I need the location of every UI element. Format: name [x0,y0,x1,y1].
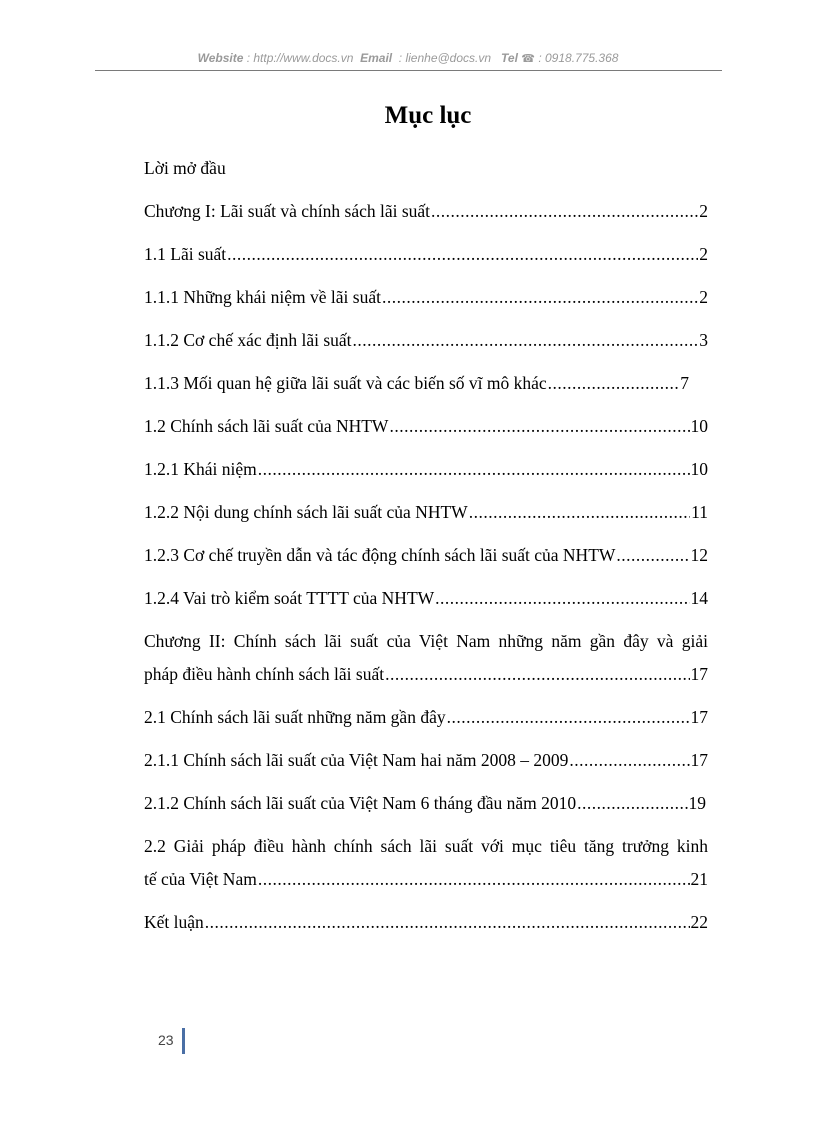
tel-label: Tel [501,51,518,65]
leader-dots [469,499,690,525]
toc-item-page: 22 [690,912,708,932]
toc-item [144,747,708,773]
toc-item-label: 1.1.2 Cơ chế xác định lãi suất [144,330,352,350]
toc-item [144,542,708,568]
website-label: Website [197,51,244,65]
toc-item-label: 1.1.1 Những khái niệm về lãi suất [144,287,381,307]
leader-dots [548,370,680,396]
toc-item [144,456,708,482]
toc-item-label: 2.1.2 Chính sách lãi suất của Việt Nam 6 tháng đầu năm 2010 [144,793,577,813]
toc-item-label: Chương II: Chính sách lãi suất của Việt Nam những năm gần đây và giải [144,631,708,651]
leader-dots [258,866,690,892]
toc-item [144,499,708,525]
toc-item [144,327,708,353]
leader-dots [616,542,689,568]
leader-dots [258,456,690,482]
toc-item-label: 1.2.2 Nội dung chính sách lãi suất của NHTW [144,502,468,522]
toc-item-page: 2 [699,287,708,307]
toc-item [144,413,708,439]
toc-item-page: 19 [688,793,706,813]
toc-item [144,704,708,730]
leader-dots [569,747,689,773]
leader-dots [431,198,698,224]
leader-dots [385,661,689,687]
leader-dots [227,241,698,267]
toc-item-page: 2 [699,244,708,264]
website-value: : http://www.docs.vn [246,51,354,65]
toc-item-label: 1.2.4 Vai trò kiểm soát TTTT của NHTW [144,588,435,608]
toc-item-label: tế của Việt Nam [144,869,257,889]
toc-item-line1 [144,628,708,654]
toc-item-label: pháp điều hành chính sách lãi suất [144,664,385,684]
page-title: Mục lục [384,102,472,129]
toc-intro [144,155,708,181]
toc-item-page: 21 [690,869,708,889]
toc-item-label: 1.1 Lãi suất [144,244,227,264]
toc-item [144,198,708,224]
toc-item-label: 2.1 Chính sách lãi suất những năm gần đây [144,707,446,727]
leader-dots [447,704,690,730]
toc-item-label: 2.1.1 Chính sách lãi suất của Việt Nam hai năm 2008 – 2009 [144,750,569,770]
phone-icon: ☎ [521,53,535,65]
toc-item-page: 11 [691,502,708,522]
toc-item-line1 [144,833,708,859]
toc-item-label: Chương I: Lãi suất và chính sách lãi suất [144,201,431,221]
toc-intro-label: Lời mở đầu [144,158,226,178]
leader-dots [577,790,687,816]
toc-item [144,241,708,267]
toc-item-page: 7 [680,373,689,393]
toc-item [144,790,706,816]
email-value: : lienhe@docs.vn [398,51,492,65]
toc-item-label: 1.2 Chính sách lãi suất của NHTW [144,416,389,436]
page-header [0,51,816,65]
toc-item [144,866,708,892]
tel-value: : 0918.775.368 [538,51,619,65]
toc-item-page: 12 [690,545,708,565]
toc-item-page: 3 [699,330,708,350]
page-number: 23 [158,1032,174,1048]
toc-item-label: 1.1.3 Mối quan hệ giữa lãi suất và các biến số vĩ mô khác [144,373,547,393]
toc-item-label: 2.2 Giải pháp điều hành chính sách lãi suất với mục tiêu tăng trưởng kinh [144,836,708,856]
toc-item-label: 1.2.3 Cơ chế truyền dẫn và tác động chính sách lãi suất của NHTW [144,545,616,565]
leader-dots [382,284,698,310]
toc-item [144,284,708,310]
toc-item [144,585,708,611]
toc-item-page: 10 [690,416,708,436]
leader-dots [353,327,699,353]
header-divider [95,70,722,71]
footer-accent-bar [182,1028,185,1054]
leader-dots [435,585,689,611]
toc-item-page: 2 [699,201,708,221]
toc-item-page: 17 [690,750,708,770]
toc-item-label: 1.2.1 Khái niệm [144,459,257,479]
leader-dots [389,413,689,439]
toc-item [144,909,708,935]
toc-item-page: 17 [690,664,708,684]
leader-dots [205,909,690,935]
toc-item-page: 14 [690,588,708,608]
toc-item-label: Kết luận [144,912,204,932]
toc-item-page: 10 [690,459,708,479]
toc-item [144,661,708,687]
toc-item [144,370,689,396]
email-label: Email [360,51,393,65]
toc-item-page: 17 [690,707,708,727]
